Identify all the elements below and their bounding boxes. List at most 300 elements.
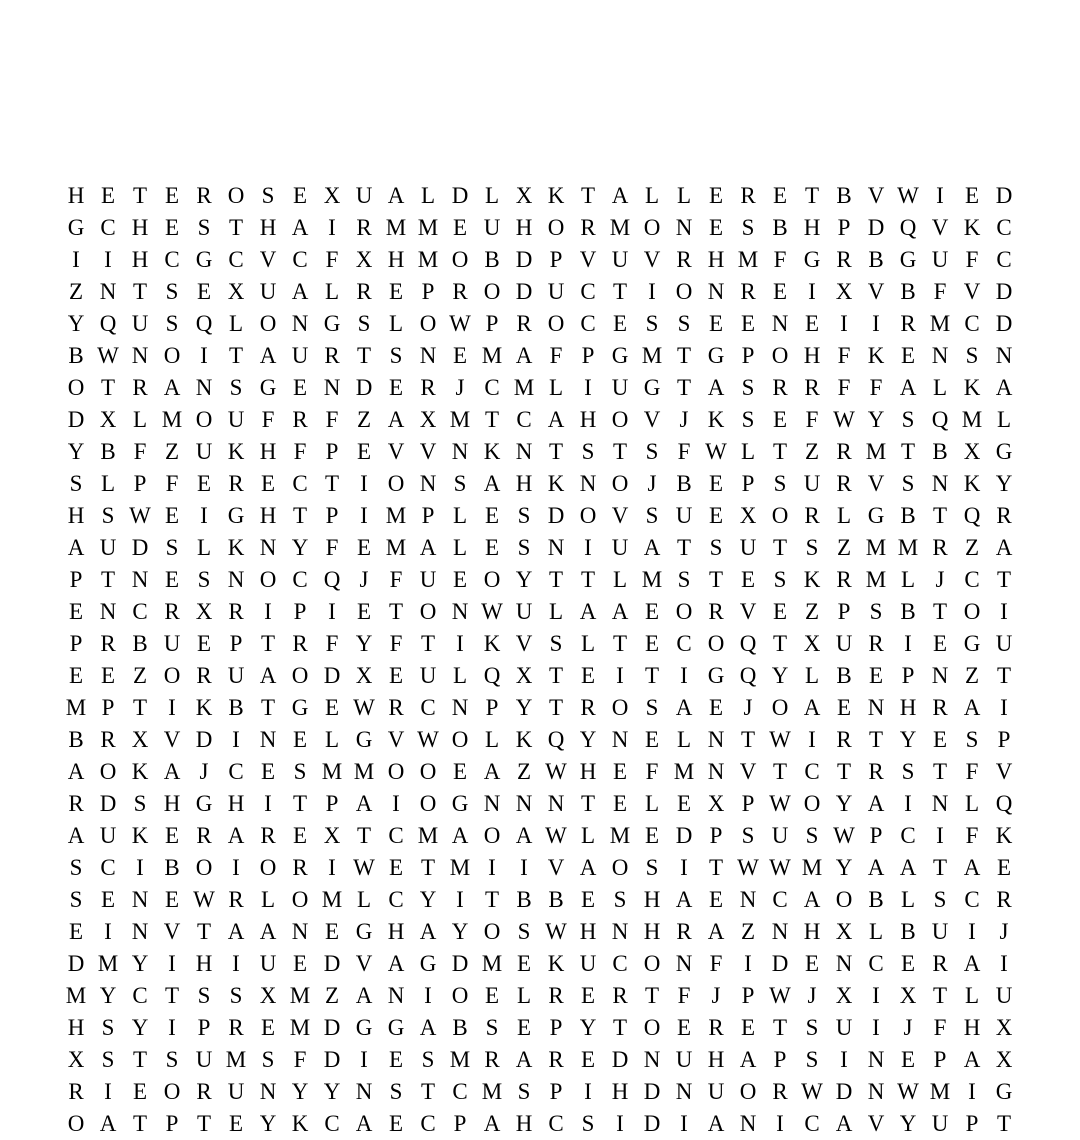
- letter-cell[interactable]: A: [387, 951, 405, 976]
- letter-cell[interactable]: X: [355, 663, 373, 688]
- letter-cell[interactable]: N: [835, 951, 853, 976]
- letter-cell[interactable]: B: [68, 343, 84, 368]
- letter-cell[interactable]: A: [675, 887, 693, 912]
- letter-cell[interactable]: U: [355, 183, 373, 208]
- letter-cell[interactable]: N: [387, 983, 405, 1008]
- letter-cell[interactable]: T: [132, 1047, 148, 1072]
- letter-cell[interactable]: N: [675, 1079, 693, 1104]
- letter-cell[interactable]: E: [708, 503, 724, 528]
- letter-cell[interactable]: Y: [515, 567, 533, 592]
- letter-cell[interactable]: X: [323, 183, 341, 208]
- letter-cell[interactable]: A: [963, 855, 981, 880]
- letter-cell[interactable]: X: [835, 919, 853, 944]
- letter-cell[interactable]: E: [708, 695, 724, 720]
- letter-cell[interactable]: R: [356, 215, 372, 240]
- letter-cell[interactable]: R: [580, 215, 596, 240]
- letter-cell[interactable]: B: [516, 887, 532, 912]
- letter-cell[interactable]: P: [869, 823, 883, 848]
- letter-cell[interactable]: P: [581, 343, 595, 368]
- letter-cell[interactable]: R: [100, 631, 116, 656]
- letter-cell[interactable]: G: [899, 247, 917, 272]
- letter-cell[interactable]: O: [163, 343, 181, 368]
- letter-cell[interactable]: S: [421, 1047, 435, 1072]
- letter-cell[interactable]: I: [744, 951, 752, 976]
- letter-cell[interactable]: C: [964, 567, 980, 592]
- letter-cell[interactable]: Q: [963, 503, 981, 528]
- letter-cell[interactable]: I: [872, 983, 880, 1008]
- letter-cell[interactable]: S: [101, 1047, 115, 1072]
- letter-cell[interactable]: S: [229, 983, 243, 1008]
- letter-cell[interactable]: Y: [259, 1111, 277, 1136]
- letter-cell[interactable]: A: [67, 759, 85, 784]
- letter-cell[interactable]: M: [289, 1015, 311, 1040]
- letter-cell[interactable]: A: [99, 1111, 117, 1136]
- letter-cell[interactable]: A: [835, 1111, 853, 1136]
- letter-cell[interactable]: D: [995, 279, 1013, 304]
- letter-cell[interactable]: G: [387, 1015, 405, 1040]
- letter-cell[interactable]: M: [289, 983, 311, 1008]
- letter-cell[interactable]: T: [548, 695, 564, 720]
- letter-cell[interactable]: R: [900, 311, 916, 336]
- letter-cell[interactable]: I: [936, 823, 944, 848]
- letter-cell[interactable]: S: [517, 503, 531, 528]
- letter-cell[interactable]: F: [325, 535, 339, 560]
- letter-cell[interactable]: V: [163, 727, 181, 752]
- letter-cell[interactable]: D: [195, 727, 213, 752]
- letter-cell[interactable]: R: [164, 599, 180, 624]
- letter-cell[interactable]: M: [609, 823, 631, 848]
- letter-cell[interactable]: M: [737, 247, 759, 272]
- letter-cell[interactable]: H: [579, 407, 597, 432]
- letter-cell[interactable]: X: [131, 727, 149, 752]
- letter-cell[interactable]: T: [484, 887, 500, 912]
- letter-cell[interactable]: O: [611, 471, 629, 496]
- letter-cell[interactable]: E: [772, 279, 788, 304]
- letter-cell[interactable]: L: [868, 919, 884, 944]
- letter-cell[interactable]: U: [99, 823, 117, 848]
- letter-cell[interactable]: E: [292, 823, 308, 848]
- letter-cell[interactable]: S: [517, 535, 531, 560]
- letter-cell[interactable]: T: [932, 983, 948, 1008]
- letter-cell[interactable]: I: [328, 599, 336, 624]
- letter-cell[interactable]: I: [328, 855, 336, 880]
- letter-cell[interactable]: O: [611, 695, 629, 720]
- letter-cell[interactable]: I: [72, 247, 80, 272]
- letter-cell[interactable]: F: [933, 279, 947, 304]
- letter-cell[interactable]: A: [483, 759, 501, 784]
- letter-cell[interactable]: V: [963, 279, 981, 304]
- letter-cell[interactable]: U: [739, 535, 757, 560]
- letter-cell[interactable]: I: [520, 855, 528, 880]
- letter-cell[interactable]: S: [741, 375, 755, 400]
- letter-cell[interactable]: E: [292, 375, 308, 400]
- letter-cell[interactable]: S: [165, 279, 179, 304]
- letter-cell[interactable]: N: [867, 695, 885, 720]
- letter-cell[interactable]: S: [677, 311, 691, 336]
- letter-cell[interactable]: M: [865, 567, 887, 592]
- letter-cell[interactable]: T: [132, 1111, 148, 1136]
- letter-cell[interactable]: I: [1000, 695, 1008, 720]
- letter-cell[interactable]: J: [743, 695, 753, 720]
- letter-cell[interactable]: Q: [931, 407, 949, 432]
- letter-cell[interactable]: E: [164, 567, 180, 592]
- letter-cell[interactable]: U: [131, 311, 149, 336]
- letter-cell[interactable]: E: [964, 183, 980, 208]
- letter-cell[interactable]: I: [808, 727, 816, 752]
- letter-cell[interactable]: M: [417, 823, 439, 848]
- letter-cell[interactable]: V: [867, 471, 885, 496]
- letter-cell[interactable]: N: [291, 311, 309, 336]
- letter-cell[interactable]: R: [740, 183, 756, 208]
- letter-cell[interactable]: A: [963, 951, 981, 976]
- letter-cell[interactable]: E: [196, 279, 212, 304]
- letter-cell[interactable]: F: [677, 983, 691, 1008]
- letter-cell[interactable]: W: [353, 695, 375, 720]
- letter-cell[interactable]: T: [420, 631, 436, 656]
- letter-cell[interactable]: W: [801, 1079, 823, 1104]
- letter-cell[interactable]: O: [259, 855, 277, 880]
- letter-cell[interactable]: N: [259, 535, 277, 560]
- letter-cell[interactable]: T: [836, 759, 852, 784]
- letter-cell[interactable]: S: [677, 567, 691, 592]
- letter-cell[interactable]: M: [417, 215, 439, 240]
- letter-cell[interactable]: U: [99, 535, 117, 560]
- letter-cell[interactable]: Y: [131, 951, 149, 976]
- letter-cell[interactable]: W: [353, 855, 375, 880]
- letter-cell[interactable]: X: [995, 1015, 1013, 1040]
- letter-cell[interactable]: S: [805, 535, 819, 560]
- letter-cell[interactable]: L: [228, 311, 244, 336]
- letter-cell[interactable]: T: [740, 727, 756, 752]
- letter-cell[interactable]: N: [291, 919, 309, 944]
- letter-cell[interactable]: I: [872, 1015, 880, 1040]
- letter-cell[interactable]: T: [292, 791, 308, 816]
- letter-cell[interactable]: N: [483, 791, 501, 816]
- letter-cell[interactable]: E: [452, 343, 468, 368]
- letter-cell[interactable]: E: [164, 183, 180, 208]
- letter-cell[interactable]: Z: [964, 663, 980, 688]
- letter-cell[interactable]: E: [772, 407, 788, 432]
- letter-cell[interactable]: K: [515, 727, 533, 752]
- letter-cell[interactable]: A: [483, 1111, 501, 1136]
- letter-cell[interactable]: E: [164, 823, 180, 848]
- letter-cell[interactable]: A: [803, 695, 821, 720]
- letter-cell[interactable]: Z: [836, 535, 852, 560]
- letter-cell[interactable]: R: [676, 919, 692, 944]
- letter-cell[interactable]: U: [195, 439, 213, 464]
- letter-cell[interactable]: E: [260, 759, 276, 784]
- letter-cell[interactable]: G: [355, 727, 373, 752]
- letter-cell[interactable]: I: [936, 183, 944, 208]
- letter-cell[interactable]: Y: [835, 855, 853, 880]
- letter-cell[interactable]: M: [161, 407, 183, 432]
- letter-cell[interactable]: S: [165, 1047, 179, 1072]
- letter-cell[interactable]: Q: [739, 663, 757, 688]
- letter-cell[interactable]: M: [513, 375, 535, 400]
- letter-cell[interactable]: S: [229, 375, 243, 400]
- letter-cell[interactable]: V: [579, 247, 597, 272]
- letter-cell[interactable]: E: [708, 215, 724, 240]
- letter-cell[interactable]: W: [193, 887, 215, 912]
- letter-cell[interactable]: N: [131, 567, 149, 592]
- letter-cell[interactable]: K: [131, 759, 149, 784]
- letter-cell[interactable]: Z: [964, 535, 980, 560]
- letter-cell[interactable]: H: [515, 215, 533, 240]
- letter-cell[interactable]: C: [292, 471, 308, 496]
- letter-cell[interactable]: O: [291, 663, 309, 688]
- letter-cell[interactable]: U: [611, 247, 629, 272]
- letter-cell[interactable]: A: [67, 535, 85, 560]
- letter-cell[interactable]: S: [645, 503, 659, 528]
- letter-cell[interactable]: M: [481, 951, 503, 976]
- letter-cell[interactable]: V: [995, 759, 1013, 784]
- letter-cell[interactable]: Y: [67, 439, 85, 464]
- letter-cell[interactable]: U: [195, 1047, 213, 1072]
- letter-cell[interactable]: E: [484, 535, 500, 560]
- letter-cell[interactable]: S: [357, 311, 371, 336]
- letter-cell[interactable]: L: [836, 503, 852, 528]
- letter-cell[interactable]: K: [707, 407, 725, 432]
- letter-cell[interactable]: S: [581, 439, 595, 464]
- letter-cell[interactable]: I: [168, 695, 176, 720]
- letter-cell[interactable]: T: [292, 503, 308, 528]
- letter-cell[interactable]: N: [931, 471, 949, 496]
- letter-cell[interactable]: J: [711, 983, 721, 1008]
- letter-cell[interactable]: J: [359, 567, 369, 592]
- letter-cell[interactable]: S: [197, 983, 211, 1008]
- letter-cell[interactable]: P: [549, 247, 563, 272]
- letter-cell[interactable]: O: [771, 343, 789, 368]
- letter-cell[interactable]: T: [132, 183, 148, 208]
- letter-cell[interactable]: A: [451, 823, 469, 848]
- letter-cell[interactable]: E: [292, 951, 308, 976]
- letter-cell[interactable]: S: [485, 1015, 499, 1040]
- letter-cell[interactable]: L: [644, 791, 660, 816]
- letter-cell[interactable]: L: [388, 311, 404, 336]
- letter-cell[interactable]: E: [388, 663, 404, 688]
- letter-cell[interactable]: A: [227, 823, 245, 848]
- letter-cell[interactable]: Q: [899, 215, 917, 240]
- letter-cell[interactable]: T: [772, 1015, 788, 1040]
- letter-cell[interactable]: H: [707, 1047, 725, 1072]
- letter-cell[interactable]: D: [323, 663, 341, 688]
- letter-cell[interactable]: W: [833, 407, 855, 432]
- letter-cell[interactable]: U: [579, 951, 597, 976]
- letter-cell[interactable]: N: [771, 311, 789, 336]
- letter-cell[interactable]: N: [931, 791, 949, 816]
- letter-cell[interactable]: M: [449, 855, 471, 880]
- letter-cell[interactable]: P: [197, 1015, 211, 1040]
- letter-cell[interactable]: I: [1000, 599, 1008, 624]
- letter-cell[interactable]: Z: [164, 439, 180, 464]
- letter-cell[interactable]: U: [803, 471, 821, 496]
- letter-cell[interactable]: X: [227, 279, 245, 304]
- letter-cell[interactable]: A: [419, 919, 437, 944]
- letter-cell[interactable]: T: [228, 215, 244, 240]
- letter-cell[interactable]: I: [360, 471, 368, 496]
- letter-cell[interactable]: F: [837, 375, 851, 400]
- letter-cell[interactable]: T: [996, 567, 1012, 592]
- letter-cell[interactable]: O: [739, 1079, 757, 1104]
- letter-cell[interactable]: N: [131, 887, 149, 912]
- letter-cell[interactable]: S: [613, 887, 627, 912]
- letter-cell[interactable]: E: [804, 311, 820, 336]
- letter-cell[interactable]: P: [965, 1111, 979, 1136]
- letter-cell[interactable]: M: [481, 343, 503, 368]
- letter-cell[interactable]: R: [612, 983, 628, 1008]
- letter-cell[interactable]: A: [963, 1047, 981, 1072]
- letter-cell[interactable]: W: [481, 599, 503, 624]
- letter-cell[interactable]: O: [67, 375, 85, 400]
- letter-cell[interactable]: G: [963, 631, 981, 656]
- letter-cell[interactable]: N: [227, 567, 245, 592]
- letter-cell[interactable]: V: [355, 951, 373, 976]
- letter-cell[interactable]: I: [488, 855, 496, 880]
- letter-cell[interactable]: R: [996, 503, 1012, 528]
- letter-cell[interactable]: E: [676, 1015, 692, 1040]
- letter-cell[interactable]: O: [67, 1111, 85, 1136]
- letter-cell[interactable]: S: [101, 1015, 115, 1040]
- letter-cell[interactable]: U: [675, 503, 693, 528]
- letter-cell[interactable]: S: [709, 535, 723, 560]
- letter-cell[interactable]: G: [707, 663, 725, 688]
- letter-cell[interactable]: C: [228, 247, 244, 272]
- letter-cell[interactable]: G: [643, 375, 661, 400]
- letter-cell[interactable]: E: [676, 791, 692, 816]
- letter-cell[interactable]: S: [805, 823, 819, 848]
- letter-cell[interactable]: N: [323, 375, 341, 400]
- letter-cell[interactable]: S: [645, 311, 659, 336]
- letter-cell[interactable]: N: [771, 919, 789, 944]
- letter-cell[interactable]: T: [132, 695, 148, 720]
- letter-cell[interactable]: I: [232, 855, 240, 880]
- letter-cell[interactable]: L: [452, 535, 468, 560]
- letter-cell[interactable]: U: [995, 983, 1013, 1008]
- letter-cell[interactable]: T: [676, 375, 692, 400]
- letter-cell[interactable]: E: [644, 599, 660, 624]
- letter-cell[interactable]: Y: [323, 1079, 341, 1104]
- letter-cell[interactable]: A: [611, 183, 629, 208]
- letter-cell[interactable]: E: [612, 791, 628, 816]
- letter-cell[interactable]: W: [897, 183, 919, 208]
- letter-cell[interactable]: P: [485, 311, 499, 336]
- letter-cell[interactable]: T: [772, 631, 788, 656]
- letter-cell[interactable]: M: [65, 695, 87, 720]
- letter-cell[interactable]: I: [968, 1079, 976, 1104]
- letter-cell[interactable]: K: [483, 439, 501, 464]
- letter-cell[interactable]: W: [769, 727, 791, 752]
- letter-cell[interactable]: I: [680, 855, 688, 880]
- letter-cell[interactable]: R: [868, 631, 884, 656]
- letter-cell[interactable]: S: [645, 855, 659, 880]
- letter-cell[interactable]: B: [900, 503, 916, 528]
- letter-cell[interactable]: T: [804, 183, 820, 208]
- letter-cell[interactable]: E: [996, 855, 1012, 880]
- letter-cell[interactable]: P: [773, 1047, 787, 1072]
- letter-cell[interactable]: J: [647, 471, 657, 496]
- letter-cell[interactable]: J: [999, 919, 1009, 944]
- letter-cell[interactable]: E: [900, 951, 916, 976]
- letter-cell[interactable]: O: [451, 727, 469, 752]
- letter-cell[interactable]: R: [836, 727, 852, 752]
- letter-cell[interactable]: O: [643, 1015, 661, 1040]
- letter-cell[interactable]: O: [547, 215, 565, 240]
- letter-cell[interactable]: O: [451, 247, 469, 272]
- letter-cell[interactable]: E: [932, 727, 948, 752]
- letter-cell[interactable]: O: [483, 823, 501, 848]
- letter-cell[interactable]: R: [292, 407, 308, 432]
- letter-cell[interactable]: S: [645, 439, 659, 464]
- letter-cell[interactable]: V: [611, 503, 629, 528]
- letter-cell[interactable]: G: [355, 1015, 373, 1040]
- letter-cell[interactable]: P: [741, 343, 755, 368]
- letter-cell[interactable]: X: [355, 247, 373, 272]
- letter-cell[interactable]: C: [612, 951, 628, 976]
- letter-cell[interactable]: H: [259, 215, 277, 240]
- letter-cell[interactable]: V: [419, 439, 437, 464]
- letter-cell[interactable]: F: [965, 759, 979, 784]
- letter-cell[interactable]: X: [963, 439, 981, 464]
- letter-cell[interactable]: Y: [867, 407, 885, 432]
- letter-cell[interactable]: C: [292, 567, 308, 592]
- letter-cell[interactable]: A: [515, 1047, 533, 1072]
- letter-cell[interactable]: C: [132, 599, 148, 624]
- letter-cell[interactable]: V: [387, 727, 405, 752]
- letter-cell[interactable]: P: [101, 695, 115, 720]
- letter-cell[interactable]: C: [228, 759, 244, 784]
- letter-cell[interactable]: Y: [291, 1079, 309, 1104]
- letter-cell[interactable]: R: [516, 311, 532, 336]
- letter-cell[interactable]: N: [611, 919, 629, 944]
- letter-cell[interactable]: H: [899, 695, 917, 720]
- letter-cell[interactable]: B: [868, 247, 884, 272]
- letter-cell[interactable]: T: [932, 503, 948, 528]
- letter-cell[interactable]: D: [67, 407, 85, 432]
- letter-cell[interactable]: F: [389, 631, 403, 656]
- letter-cell[interactable]: P: [837, 215, 851, 240]
- letter-cell[interactable]: A: [611, 599, 629, 624]
- letter-cell[interactable]: L: [132, 407, 148, 432]
- letter-cell[interactable]: T: [356, 343, 372, 368]
- letter-cell[interactable]: E: [164, 503, 180, 528]
- letter-cell[interactable]: Z: [324, 983, 340, 1008]
- letter-cell[interactable]: U: [771, 823, 789, 848]
- letter-cell[interactable]: J: [455, 375, 465, 400]
- letter-cell[interactable]: R: [324, 343, 340, 368]
- letter-cell[interactable]: I: [808, 279, 816, 304]
- letter-cell[interactable]: R: [196, 663, 212, 688]
- letter-cell[interactable]: D: [643, 1111, 661, 1136]
- letter-cell[interactable]: K: [803, 567, 821, 592]
- letter-cell[interactable]: F: [965, 823, 979, 848]
- letter-cell[interactable]: C: [804, 1111, 820, 1136]
- letter-cell[interactable]: R: [68, 1079, 84, 1104]
- letter-cell[interactable]: E: [644, 823, 660, 848]
- letter-cell[interactable]: T: [900, 439, 916, 464]
- letter-cell[interactable]: T: [228, 343, 244, 368]
- letter-cell[interactable]: A: [515, 823, 533, 848]
- letter-cell[interactable]: M: [929, 311, 951, 336]
- letter-cell[interactable]: V: [547, 855, 565, 880]
- letter-cell[interactable]: S: [901, 407, 915, 432]
- letter-cell[interactable]: L: [676, 727, 692, 752]
- letter-cell[interactable]: T: [388, 599, 404, 624]
- letter-cell[interactable]: S: [581, 1111, 595, 1136]
- letter-cell[interactable]: B: [836, 183, 852, 208]
- letter-cell[interactable]: C: [100, 215, 116, 240]
- letter-cell[interactable]: Z: [68, 279, 84, 304]
- letter-cell[interactable]: P: [709, 823, 723, 848]
